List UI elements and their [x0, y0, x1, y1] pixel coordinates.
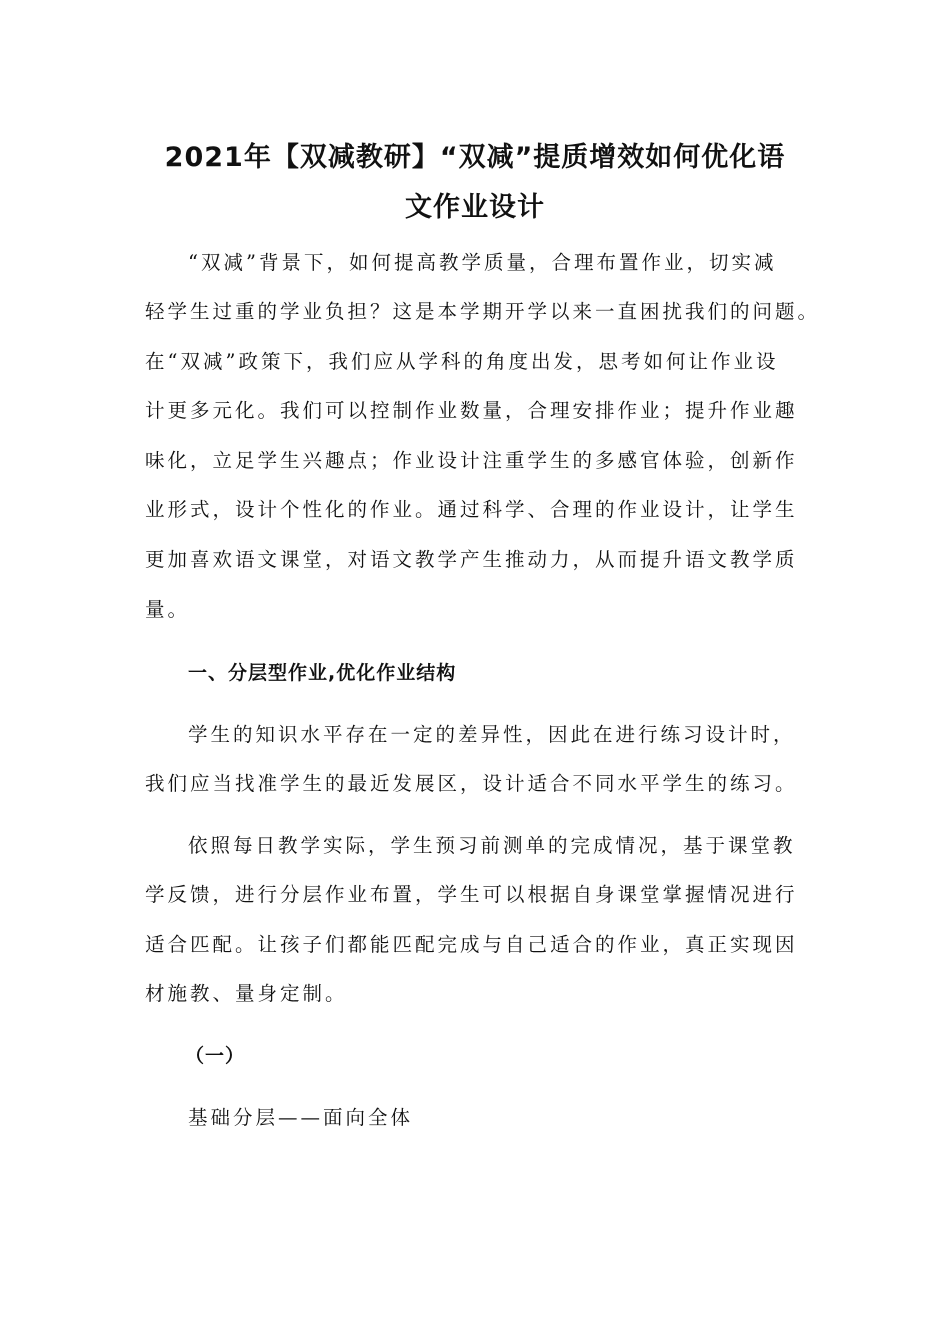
paragraph-1-line: 计更多元化。我们可以控制作业数量，合理安排作业；提升作业趣 — [145, 399, 798, 422]
paragraph-1-line: 业形式，设计个性化的作业。通过科学、合理的作业设计，让学生 — [145, 498, 798, 521]
paragraph-1-line: “双减”背景下，如何提高教学质量，合理布置作业，切实减 — [188, 251, 777, 274]
paragraph-1-line: 更加喜欢语文课堂，对语文教学产生推动力，从而提升语文教学质 — [145, 548, 798, 571]
paragraph-1-line: 在“双减”政策下，我们应从学科的角度出发，思考如何让作业设 — [145, 350, 779, 373]
paragraph-3-line: 材施教、量身定制。 — [145, 982, 348, 1005]
paragraph-2-line: 学生的知识水平存在一定的差异性，因此在进行练习设计时， — [188, 723, 796, 746]
paragraph-1-line: 轻学生过重的学业负担？这是本学期开学以来一直困扰我们的问题。 — [145, 300, 821, 323]
subsection-1-text: 基础分层——面向全体 — [188, 1106, 414, 1129]
paragraph-3-line: 依照每日教学实际，学生预习前测单的完成情况，基于课堂教 — [188, 834, 796, 857]
paragraph-1-line: 量。 — [145, 598, 191, 621]
paragraph-2-line: 我们应当找准学生的最近发展区，设计适合不同水平学生的练习。 — [145, 772, 798, 795]
subsection-1-heading: （一） — [185, 1045, 246, 1067]
paragraph-3-line: 学反馈，进行分层作业布置，学生可以根据自身课堂掌握情况进行 — [145, 883, 798, 906]
document-title-line-1: 2021年【双减教研】“双减”提质增效如何优化语 — [164, 142, 786, 173]
paragraph-1-line: 味化，立足学生兴趣点；作业设计注重学生的多感官体验，创新作 — [145, 449, 798, 472]
paragraph-3-line: 适合匹配。让孩子们都能匹配完成与自己适合的作业，真正实现因 — [145, 933, 798, 956]
document-title-line-2: 文作业设计 — [405, 192, 545, 223]
section-1-heading: 一、分层型作业,优化作业结构 — [188, 662, 457, 684]
